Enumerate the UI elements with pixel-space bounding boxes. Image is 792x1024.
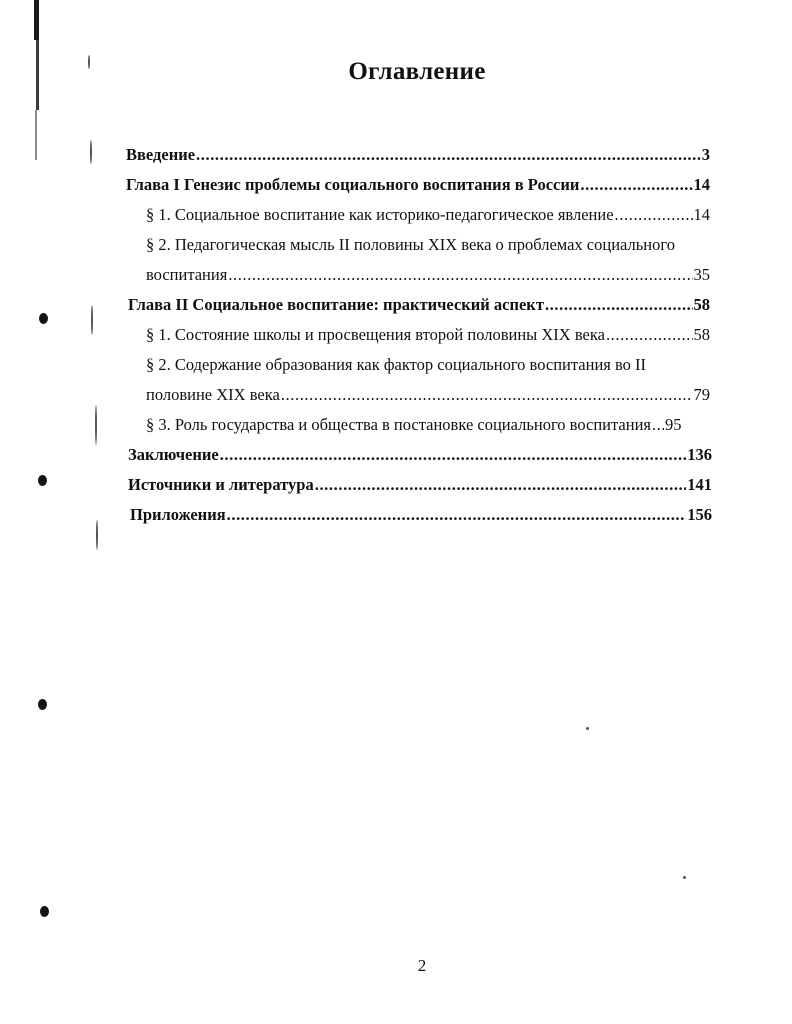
toc-leader-dots <box>315 474 687 496</box>
toc-leader-dots <box>580 174 692 196</box>
toc-entry-ch1-section-2[interactable] <box>146 264 710 286</box>
page-title: Оглавление <box>348 58 486 85</box>
scan-left-edge <box>30 0 44 1024</box>
toc-entry-page: 156 <box>687 505 712 524</box>
toc-entry-page: 3 <box>701 145 710 164</box>
toc-entry-ch1-section-2-line1[interactable]: § 2. Педагогическая мысль II половины XIX века о проблемах социального <box>146 235 675 254</box>
toc-leader-dots <box>227 504 687 526</box>
scan-speck <box>91 305 93 335</box>
toc-entry-page: 58 <box>693 295 710 314</box>
toc-leader-dots <box>220 444 687 466</box>
toc-entry-intro[interactable] <box>126 144 710 166</box>
toc-entry-label: § 1. Состояние школы и просвещения второй половины XIX века <box>146 325 605 344</box>
toc-entry-page: 58 <box>693 325 710 344</box>
toc-entry-label: Источники и литература <box>128 475 314 494</box>
scan-speck <box>586 727 589 730</box>
toc-entry-page: 35 <box>693 265 710 284</box>
toc-entry-page: 141 <box>687 475 712 494</box>
toc-entry-label: Глава II Социальное воспитание: практический аспект <box>128 295 544 314</box>
toc-entry-sources[interactable] <box>128 474 712 496</box>
scan-speck <box>95 405 97 445</box>
toc-entry-page: 14 <box>693 175 710 194</box>
toc-leader-dots <box>545 294 693 316</box>
toc-entry-label: Заключение <box>128 445 219 464</box>
toc-entry-label: § 3. Роль государства и общества в постановке социального воспитания <box>146 415 651 434</box>
toc-leader-dots <box>196 144 701 166</box>
punch-hole <box>38 475 47 486</box>
toc-entry-label: Приложения <box>130 505 226 524</box>
toc-entry-ch2-section-3[interactable] <box>146 414 710 436</box>
scan-speck <box>683 876 686 879</box>
scan-speck <box>90 140 92 164</box>
toc-entry-chapter-1[interactable] <box>126 174 710 196</box>
toc-entry-ch2-section-2-line1[interactable]: § 2. Содержание образования как фактор социального воспитания во II <box>146 355 647 374</box>
toc-entry-label: Введение <box>126 145 196 164</box>
punch-hole <box>39 313 48 324</box>
toc-entry-label: воспитания <box>146 265 228 284</box>
toc-entry-conclusion[interactable] <box>128 444 712 466</box>
toc-entry-label: § 1. Социальное воспитание как историко-педагогическое явление <box>146 205 614 224</box>
toc-entry-appendix[interactable] <box>130 504 712 526</box>
toc-leader-dots <box>652 414 664 436</box>
punch-hole <box>40 906 49 917</box>
scan-speck <box>96 520 98 550</box>
toc-entry-ch1-section-1[interactable] <box>146 204 710 226</box>
toc-leader-dots <box>228 264 692 286</box>
punch-hole <box>38 699 47 710</box>
toc-leader-dots <box>281 384 693 406</box>
toc-leader-dots <box>606 324 693 346</box>
toc-entry-chapter-2[interactable] <box>128 294 710 316</box>
toc-entry-page: 136 <box>687 445 712 464</box>
toc-entry-page: 79 <box>693 385 710 404</box>
toc-entry-ch2-section-1[interactable] <box>146 324 710 346</box>
toc-entry-page: 95 <box>664 415 682 434</box>
toc-leader-dots <box>615 204 693 226</box>
toc-entry-label: Глава I Генезис проблемы социального воспитания в России <box>126 175 580 194</box>
page-number: 2 <box>417 956 427 975</box>
toc-entry-ch2-section-2[interactable] <box>146 384 710 406</box>
toc-entry-page: 14 <box>693 205 710 224</box>
toc-entry-label: половине XIX века <box>146 385 280 404</box>
